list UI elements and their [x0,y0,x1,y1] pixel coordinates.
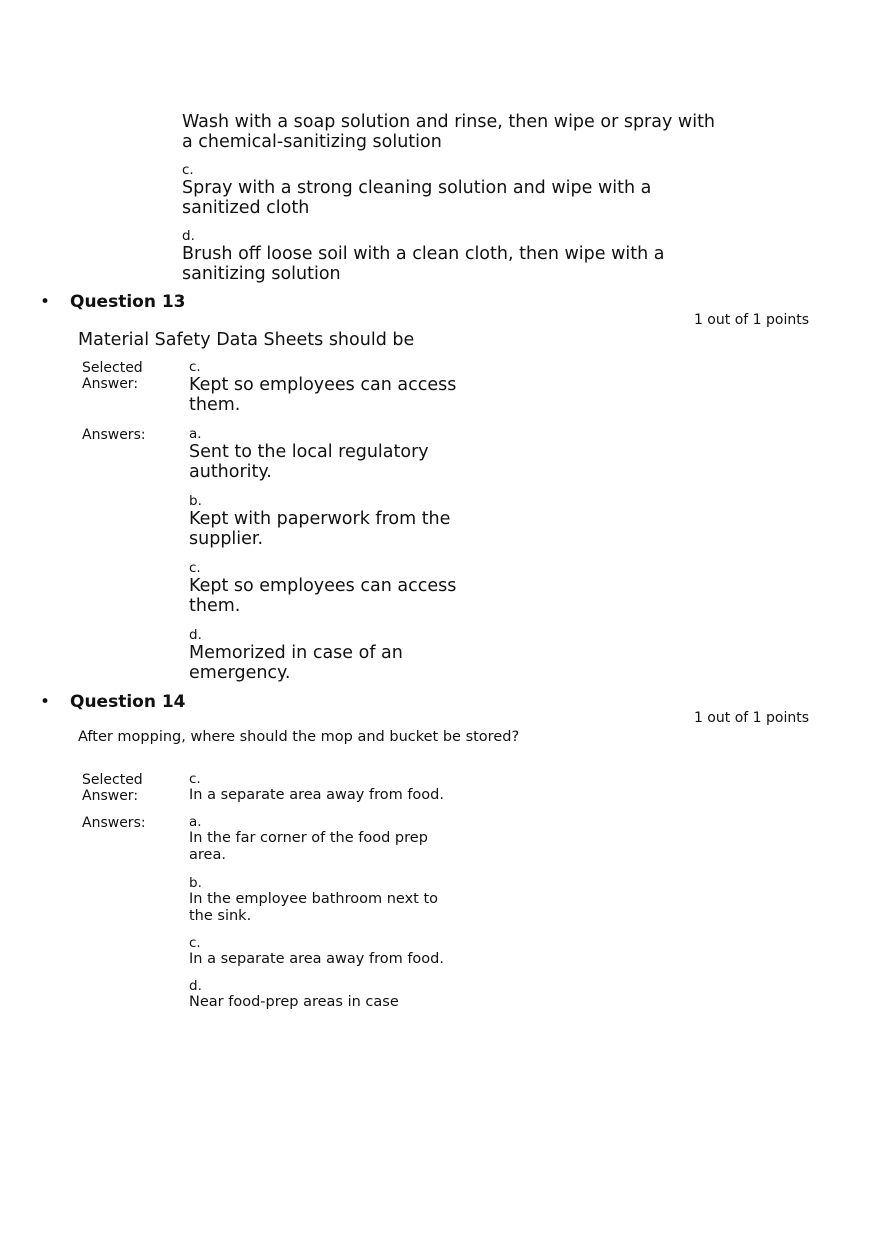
option-letter: d. [182,228,195,244]
bullet-icon: • [40,692,51,712]
selected-answer-label: Selected Answer: [82,772,143,804]
answer-text: In the far corner of the food prep area. [189,830,428,863]
prev-option-d [182,229,672,284]
answer-text: In the employee bathroom next to the sink. [189,891,439,924]
question-13-answer-b [189,494,479,549]
option-text: Brush off loose soil with a clean cloth, then wipe with a sanitizing solution [182,244,665,284]
answer-letter: a. [189,814,202,830]
question-14-points: 1 out of 1 points [693,710,809,726]
answer-letter: d. [189,627,202,643]
answer-text: Sent to the local regulatory authority. [189,442,429,482]
question-13-prompt: Material Safety Data Sheets should be [78,330,415,350]
answer-letter: c. [189,560,201,576]
question-14-answer-a [189,815,459,864]
question-13-answer-d [189,628,479,683]
answer-text: In a separate area away from food. [189,951,444,967]
question-14-selected-answer [189,772,479,804]
option-letter: c. [182,162,194,178]
question-14-answer-d [189,979,479,1011]
question-14-prompt: After mopping, where should the mop and bucket be stored? [78,729,520,745]
answer-letter: c. [189,359,201,375]
answer-text: Memorized in case of an emergency. [189,643,403,683]
question-14-title: Question 14 [70,692,186,712]
answer-text: Kept with paperwork from the supplier. [189,509,451,549]
answer-letter: a. [189,426,202,442]
answer-letter: b. [189,493,202,509]
question-14-answer-b [189,876,459,925]
prev-option-b [182,112,722,152]
answers-label: Answers: [82,427,146,443]
prev-option-c [182,163,672,218]
question-13-points: 1 out of 1 points [693,312,809,328]
answer-text: Kept so employees can access them. [189,375,457,415]
question-13-answer-c [189,561,479,616]
answer-letter: c. [189,935,201,951]
answers-label: Answers: [82,815,146,831]
question-13-selected-answer [189,360,479,415]
question-13-title: Question 13 [70,292,186,312]
bullet-icon: • [40,292,51,312]
answer-letter: d. [189,978,202,994]
option-text: Spray with a strong cleaning solution and wipe with a sanitized cloth [182,178,652,218]
answer-letter: c. [189,771,201,787]
option-text: Wash with a soap solution and rinse, then wipe or spray with a chemical-sanitizing solution [182,112,716,152]
answer-text: Kept so employees can access them. [189,576,457,616]
answer-text: Near food-prep areas in case [189,994,399,1010]
answer-letter: b. [189,875,202,891]
answer-text: In a separate area away from food. [189,787,444,803]
question-13-answer-a [189,427,479,482]
question-14-answer-c [189,936,479,968]
selected-answer-label: Selected Answer: [82,360,143,392]
